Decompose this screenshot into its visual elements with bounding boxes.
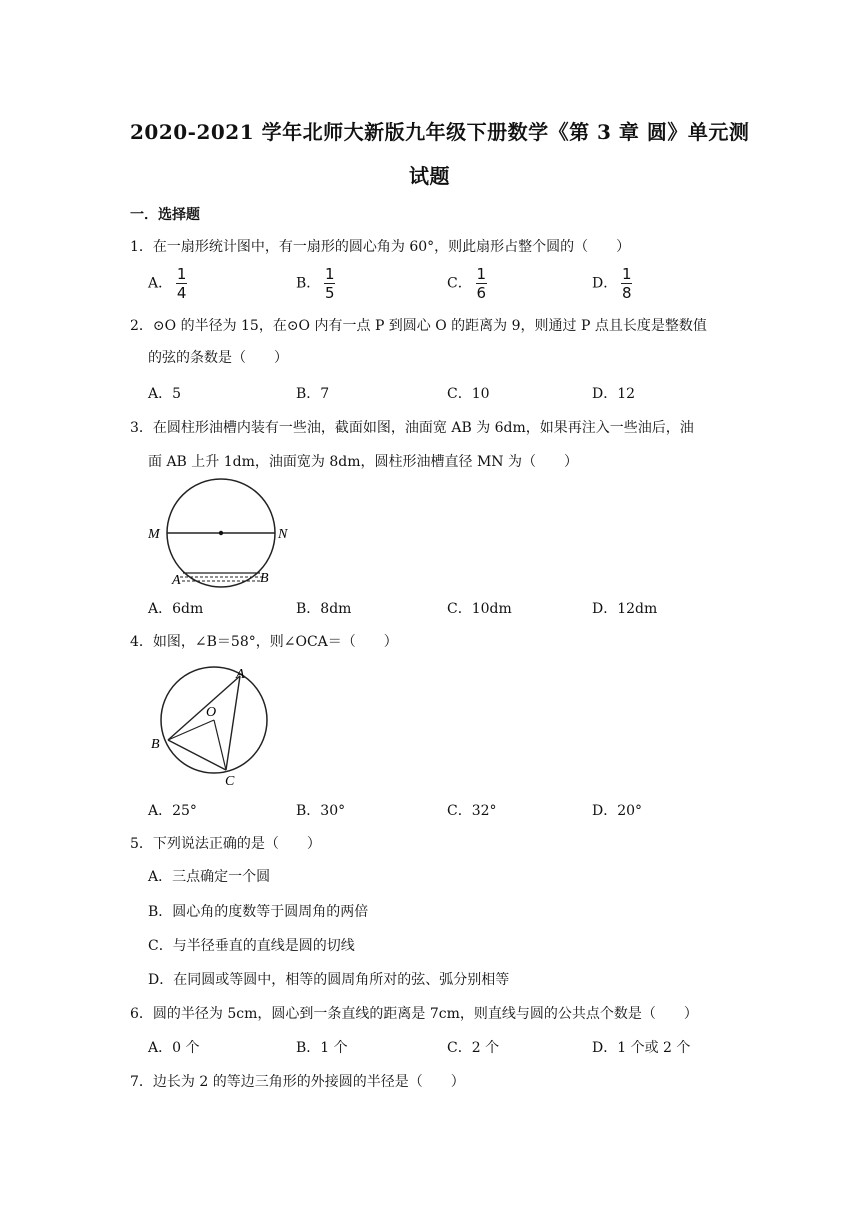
q4-option-d[interactable]: D．20° bbox=[592, 803, 643, 819]
question-2-stem-line1: 2．⊙O 的半径为 15，在⊙O 内有一点 P 到圆心 O 的距离为 9，则通过 P 点且长度是整数值 bbox=[130, 318, 707, 334]
fraction: $\frac{1}{4}$ bbox=[176, 265, 187, 302]
q4-option-b[interactable]: B．30° bbox=[296, 803, 346, 819]
label-b: B bbox=[151, 737, 160, 752]
document-title-line2: 试题 bbox=[409, 164, 450, 188]
q3-option-a[interactable]: A．6dm bbox=[148, 601, 204, 617]
segment-oc bbox=[214, 720, 226, 770]
q5-option-d[interactable]: D．在同圆或等圆中，相等的圆周角所对的弦、弧分别相等 bbox=[148, 972, 510, 988]
fraction: $\frac{1}{6}$ bbox=[476, 265, 486, 302]
q1-option-b[interactable]: B． $\frac{1}{5}$ bbox=[296, 265, 335, 302]
q1-option-a[interactable]: A． $\frac{1}{4}$ bbox=[148, 265, 187, 302]
question-7-stem: 7．边长为 2 的等边三角形的外接圆的半径是（ ） bbox=[130, 1074, 465, 1090]
q1-option-c[interactable]: C． $\frac{1}{6}$ bbox=[447, 265, 486, 302]
q2-option-a[interactable]: A．5 bbox=[148, 386, 182, 402]
q2-option-c[interactable]: C．10 bbox=[447, 386, 490, 402]
label-a: A bbox=[172, 573, 181, 588]
q3-option-d[interactable]: D．12dm bbox=[592, 601, 658, 617]
center-point bbox=[219, 531, 223, 535]
fraction: $\frac{1}{8}$ bbox=[621, 265, 632, 302]
q6-option-b[interactable]: B．1 个 bbox=[296, 1040, 348, 1056]
q6-option-d[interactable]: D．1 个或 2 个 bbox=[592, 1040, 691, 1056]
label-b: B bbox=[260, 571, 269, 586]
label-a: A bbox=[236, 667, 245, 682]
question-1-stem: 1．在一扇形统计图中，有一扇形的圆心角为 60°，则此扇形占整个圆的（ ） bbox=[130, 239, 631, 255]
section-heading: 一．选择题 bbox=[130, 207, 200, 223]
label-n: N bbox=[278, 527, 288, 542]
q6-option-c[interactable]: C．2 个 bbox=[447, 1040, 500, 1056]
segment-ac bbox=[226, 676, 240, 770]
q1-option-d[interactable]: D． $\frac{1}{8}$ bbox=[592, 265, 632, 302]
q5-option-a[interactable]: A．三点确定一个圆 bbox=[148, 869, 271, 885]
document-title-line1: 2020-2021 学年北师大新版九年级下册数学《第 3 章 圆》单元测 bbox=[130, 120, 750, 144]
segment-ab bbox=[168, 676, 240, 740]
question-2-stem-line2: 的弦的条数是（ ） bbox=[148, 350, 288, 366]
question-5-stem: 5．下列说法正确的是（ ） bbox=[130, 836, 321, 852]
q3-option-c[interactable]: C．10dm bbox=[447, 601, 512, 617]
q2-option-d[interactable]: D．12 bbox=[592, 386, 636, 402]
label-o: O bbox=[206, 705, 217, 720]
q5-option-c[interactable]: C．与半径垂直的直线是圆的切线 bbox=[148, 938, 355, 954]
label-m: M bbox=[148, 527, 160, 542]
circle-angle-figure bbox=[148, 662, 278, 787]
label-c: C bbox=[225, 774, 235, 787]
segment-ob bbox=[168, 720, 214, 740]
q3-option-b[interactable]: B．8dm bbox=[296, 601, 352, 617]
fraction: $\frac{1}{5}$ bbox=[325, 265, 335, 302]
q6-option-a[interactable]: A．0 个 bbox=[148, 1040, 200, 1056]
question-3-stem-line1: 3．在圆柱形油槽内装有一些油，截面如图，油面宽 AB 为 6dm，如果再注入一些油后，油 bbox=[130, 420, 694, 436]
q5-option-b[interactable]: B．圆心角的度数等于圆周角的两倍 bbox=[148, 904, 369, 920]
oil-tank-figure bbox=[148, 476, 298, 591]
question-4-stem: 4．如图，∠B＝58°，则∠OCA＝（ ） bbox=[130, 634, 398, 650]
segment-bc bbox=[168, 740, 226, 770]
question-3-stem-line2: 面 AB 上升 1dm，油面宽为 8dm，圆柱形油槽直径 MN 为（ ） bbox=[148, 454, 578, 470]
q2-option-b[interactable]: B．7 bbox=[296, 386, 330, 402]
q4-option-c[interactable]: C．32° bbox=[447, 803, 497, 819]
q4-option-a[interactable]: A．25° bbox=[148, 803, 197, 819]
question-6-stem: 6．圆的半径为 5cm，圆心到一条直线的距离是 7cm，则直线与圆的公共点个数是（ ） bbox=[130, 1006, 698, 1022]
